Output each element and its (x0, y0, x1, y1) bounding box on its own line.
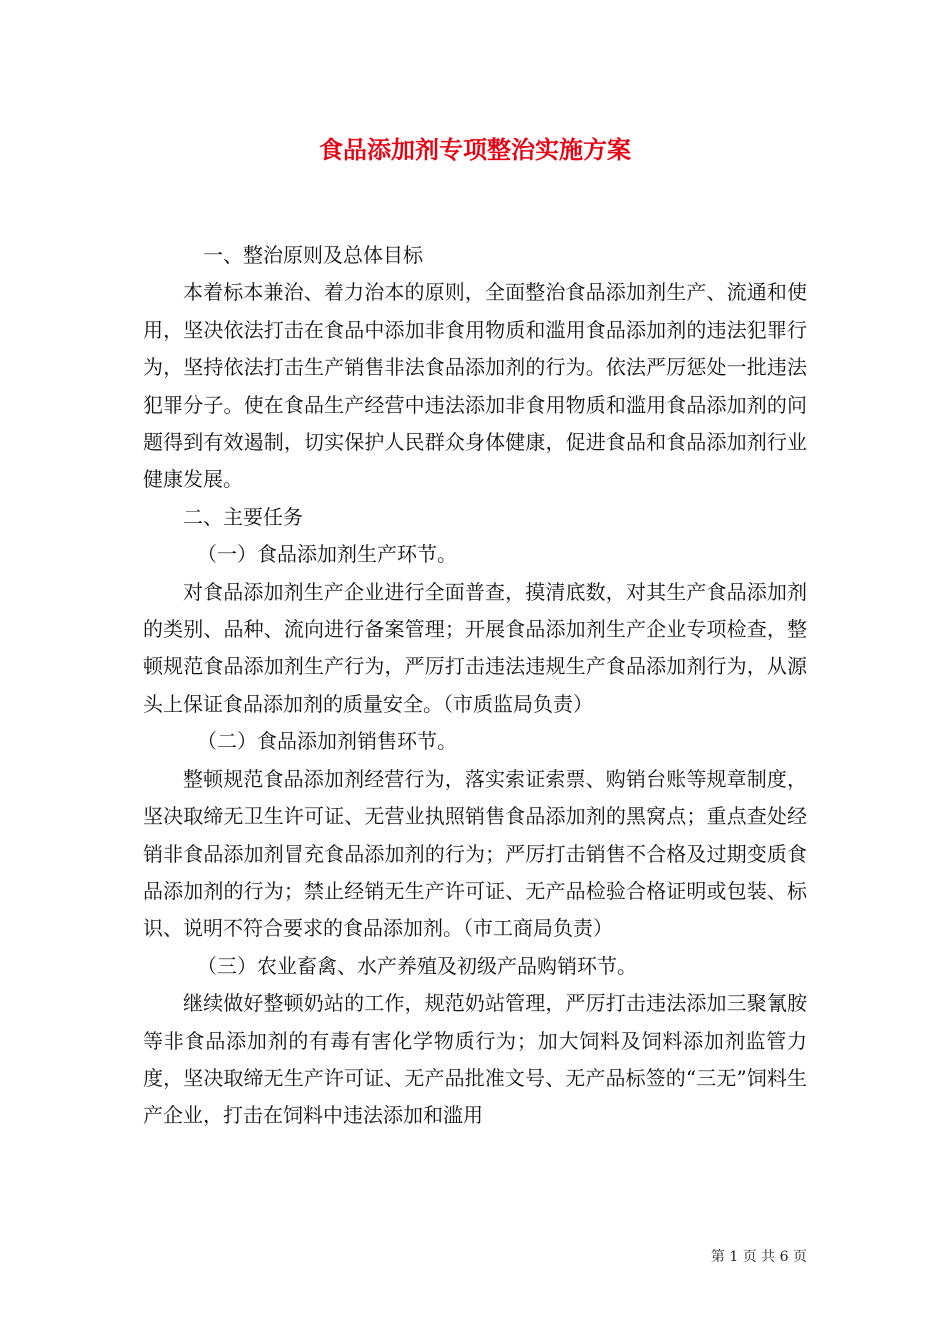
document-title: 食品添加剂专项整治实施方案 (319, 135, 631, 164)
subsection-heading: （二）食品添加剂销售环节。 (197, 729, 457, 754)
page-number: 第 1 页 共 6 页 (710, 1249, 807, 1265)
subsection-heading: （三）农业畜禽、水产养殖及初级产品购销环节。 (197, 953, 637, 978)
paragraph: 本着标本兼治、着力治本的原则，全面整治食品添加剂生产、流通和使用，坚决依法打击在食品中添加非食用物质和滥用食品添加剂的违法犯罪行为，坚持依法打击生产销售非法食品添加剂的行为。依法严厉惩处一批违法犯罪分子。使在食品生产经营中违法添加非食用物质和滥用食品添加剂的问题得到有效遏制，切实保护人民群众身体健康，促进食品和食品添加剂行业健康发展。 (143, 280, 807, 492)
paragraph: 对食品添加剂生产企业进行全面普查，摸清底数，对其生产食品添加剂的类别、品种、流向进行备案管理；开展食品添加剂生产企业专项检查，整顿规范食品添加剂生产行为，严厉打击违法违规生产食品添加剂行为，从源头上保证食品添加剂的质量安全。（市质监局负责） (143, 579, 807, 716)
document-body (143, 237, 807, 1135)
section-heading: 二、主要任务 (183, 504, 303, 529)
subsection-heading: （一）食品添加剂生产环节。 (197, 542, 457, 567)
paragraph: 整顿规范食品添加剂经营行为，落实索证索票、购销台账等规章制度，坚决取缔无卫生许可证、无营业执照销售食品添加剂的黑窝点；重点查处经销非食品添加剂冒充食品添加剂的行为；严厉打击销售不合格及过期变质食品添加剂的行为；禁止经销无生产许可证、无产品检验合格证明或包装、标识、说明不符合要求的食品添加剂。（市工商局负责） (143, 766, 807, 941)
section-heading: 一、整治原则及总体目标 (203, 243, 423, 267)
paragraph: 继续做好整顿奶站的工作，规范奶站管理，严厉打击违法添加三聚氰胺等非食品添加剂的有毒有害化学物质行为；加大饲料及饲料添加剂监管力度，坚决取缔无生产许可证、无产品批准文号、无产品标签的“三无”饲料生产企业，打击在饲料中违法添加和滥用 (143, 991, 807, 1128)
